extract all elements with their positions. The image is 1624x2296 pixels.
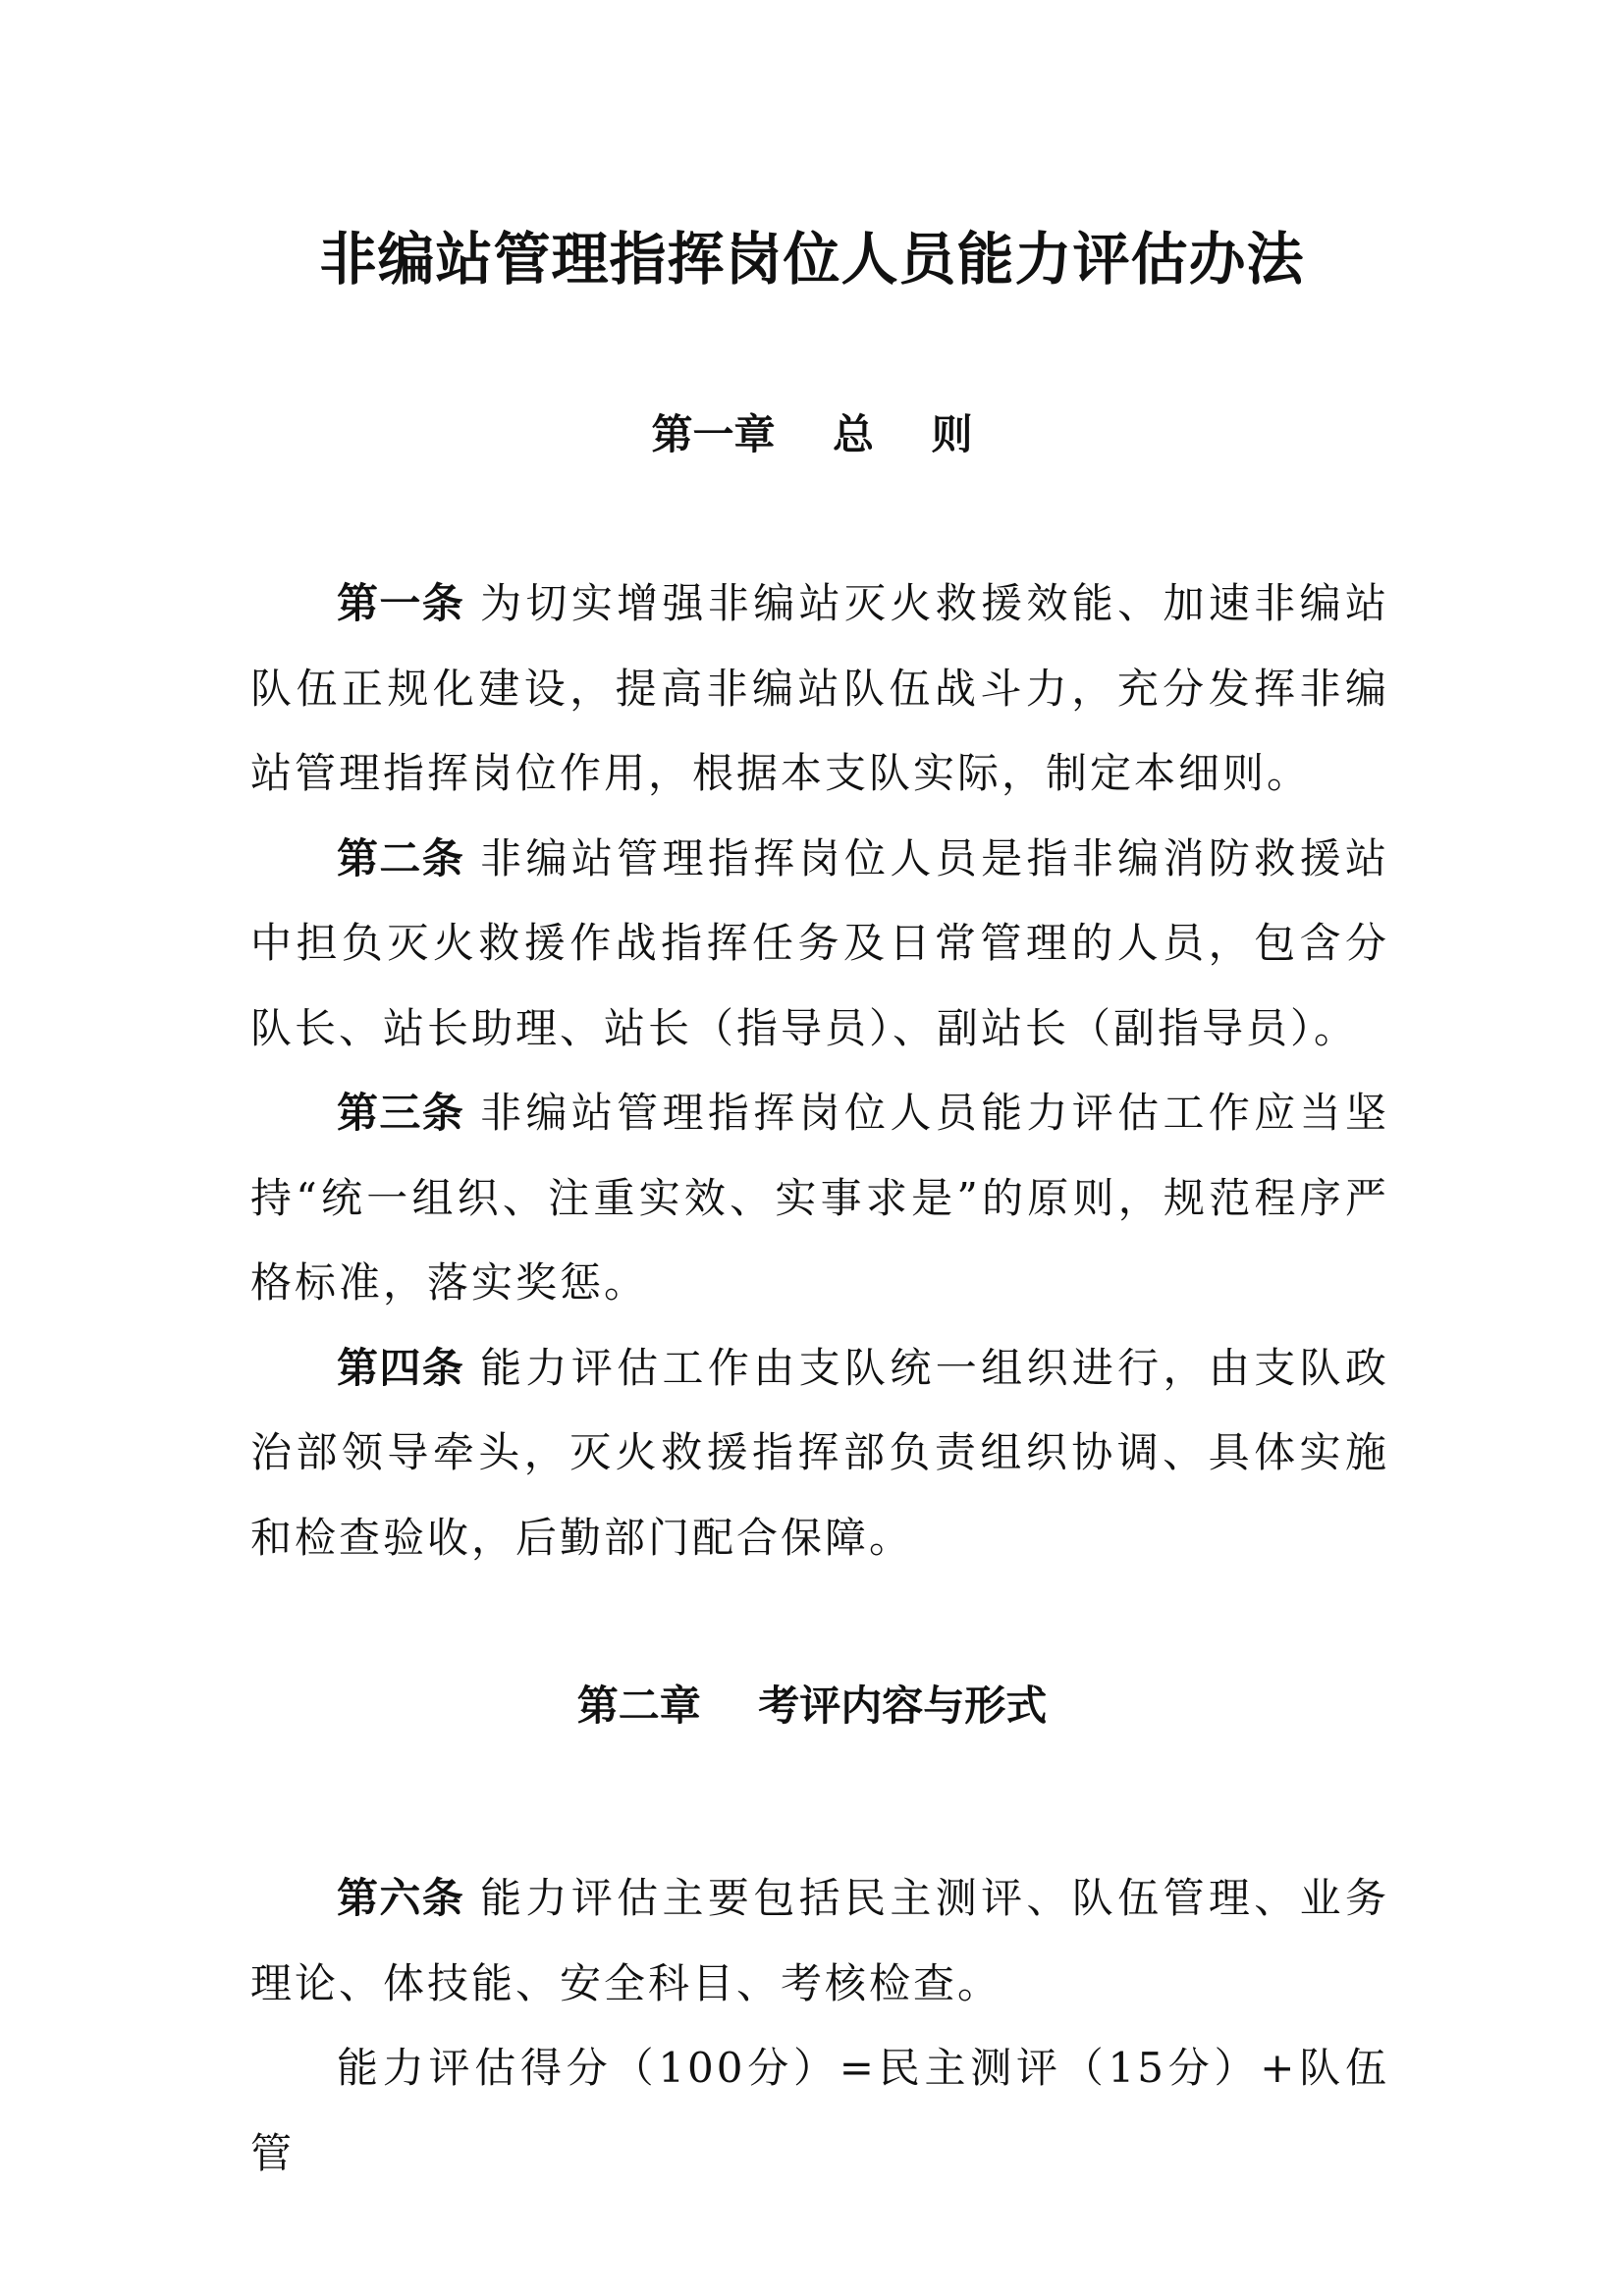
article-text: 非编站管理指挥岗位人员能力评估工作应当坚持“统一组织、注重实效、实事求是”的原则，规范程序严格标准，落实奖惩。 — [250, 1089, 1389, 1307]
article-label: 第四条 — [337, 1343, 465, 1392]
document-title: 非编站管理指挥岗位人员能力评估办法 — [319, 226, 1305, 293]
article-label: 第二条 — [337, 833, 465, 882]
article-1 — [250, 561, 1389, 817]
article-6 — [250, 1856, 1389, 2026]
article-label: 第一条 — [337, 579, 465, 627]
score-formula: 能力评估得分（100分）=民主测评（15分）+队伍管 — [250, 2044, 1389, 2177]
chapter-one-body — [250, 561, 1389, 1580]
article-text: 能力评估主要包括民主测评、队伍管理、业务理论、体技能、安全科目、考核检查。 — [250, 1874, 1389, 2007]
article-2 — [250, 817, 1389, 1072]
article-4 — [250, 1326, 1389, 1581]
chapter-one-heading: 第一章 总 则 — [651, 410, 973, 458]
article-text: 非编站管理指挥岗位人员是指非编消防救援站中担负灭火救援作战指挥任务及日常管理的人员，包含分队长、站长助理、站长（指导员）、副站长（副指导员）。 — [250, 833, 1389, 1052]
chapter-two-body — [250, 1856, 1389, 2196]
article-3 — [250, 1071, 1389, 1326]
article-text: 为切实增强非编站灭火救援效能、加速非编站队伍正规化建设，提高非编站队伍战斗力，充分发挥非编站管理指挥岗位作用，根据本支队实际，制定本细则。 — [250, 579, 1389, 797]
chapter-two-heading: 第二章 考评内容与形式 — [576, 1682, 1048, 1730]
article-text: 能力评估工作由支队统一组织进行，由支队政治部领导牵头，灭火救援指挥部负责组织协调、具体实施和检查验收，后勤部门配合保障。 — [250, 1343, 1389, 1562]
article-label: 第三条 — [337, 1089, 465, 1137]
article-label: 第六条 — [337, 1874, 465, 1922]
